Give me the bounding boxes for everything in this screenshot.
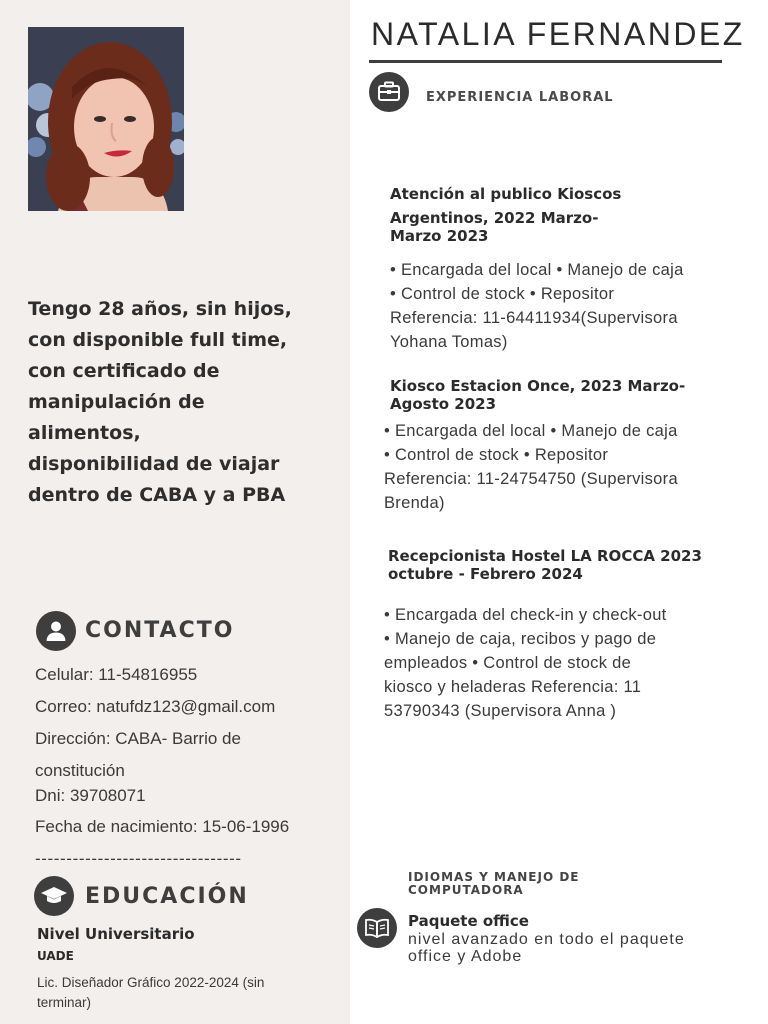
job-title: Agosto 2023 — [390, 395, 497, 413]
contact-address-cont: constitución — [35, 761, 125, 780]
page-title: NATALIA FERNANDEZ — [371, 16, 745, 52]
skill-description — [408, 931, 685, 965]
job-title: octubre - Febrero 2024 — [388, 565, 583, 583]
job-description-line: empleados • Control de stock de — [384, 654, 632, 672]
job-title: Argentinos, 2022 Marzo- — [390, 209, 599, 227]
briefcase-icon — [369, 72, 409, 112]
title-underline — [369, 60, 722, 63]
job-description — [384, 419, 678, 515]
skill-title: Paquete office — [408, 912, 529, 930]
job-description-line: kiosco y heladeras Referencia: 11 — [384, 678, 642, 696]
job-title: Atención al publico Kioscos — [390, 185, 622, 203]
job-description-line: Brenda) — [384, 494, 445, 512]
contact-email: Correo: natufdz123@gmail.com — [35, 697, 276, 716]
education-degree-line: Lic. Diseñador Gráfico 2022-2024 (sin — [37, 975, 265, 990]
education-level: Nivel Universitario — [37, 925, 195, 943]
job-description-line: 53790343 (Supervisora Anna ) — [384, 702, 617, 720]
education-institution: UADE — [37, 949, 74, 963]
job-description-line: • Encargada del local • Manejo de caja — [390, 261, 684, 279]
job-description — [384, 603, 667, 723]
job-description-line: • Control de stock • Repositor — [390, 285, 615, 303]
job-description — [390, 258, 684, 354]
contact-birthdate: Fecha de nacimiento: 15-06-1996 — [35, 817, 290, 836]
job-description-line: • Control de stock • Repositor — [384, 446, 609, 464]
user-icon — [36, 611, 76, 651]
contact-heading: CONTACTO — [85, 618, 235, 643]
skills-heading: IDIOMAS Y MANEJO DE — [408, 870, 580, 884]
experience-heading: EXPERIENCIA LABORAL — [426, 90, 614, 105]
skills-heading-cont: COMPUTADORA — [408, 883, 524, 897]
education-degree-line: terminar) — [37, 995, 92, 1010]
skill-description-line: office y Adobe — [408, 948, 523, 965]
contact-phone: Celular: 11-54816955 — [35, 665, 198, 684]
job-description-line: Yohana Tomas) — [390, 333, 508, 351]
education-heading: EDUCACIÓN — [85, 884, 249, 909]
education-degree — [37, 973, 337, 1013]
job-title: Marzo 2023 — [390, 227, 489, 245]
graduation-cap-icon — [34, 876, 74, 916]
profile-photo — [28, 27, 184, 211]
job-description-line: • Manejo de caja, recibos y pago de — [384, 630, 657, 648]
job-description-line: Referencia: 11-24754750 (Supervisora — [384, 470, 678, 488]
job-description-line: Referencia: 11-64411934(Supervisora — [390, 309, 678, 327]
contact-divider: --------------------------------- — [35, 849, 242, 868]
bio-text: Tengo 28 años, sin hijos, con disponible full time, con certificado de manipulación de alimentos, disponibilidad de viajar dentro de CABA y a PBA — [28, 298, 292, 506]
job-description-line: • Encargada del check-in y check-out — [384, 606, 667, 624]
book-icon — [357, 908, 397, 948]
contact-dni: Dni: 39708071 — [35, 786, 146, 805]
skill-description-line: nivel avanzado en todo el paquete — [408, 931, 685, 948]
job-description-line: • Encargada del local • Manejo de caja — [384, 422, 678, 440]
job-title: Recepcionista Hostel LA ROCCA 2023 — [388, 547, 702, 565]
job-title: Kiosco Estacion Once, 2023 Marzo- — [390, 377, 686, 395]
contact-address: Dirección: CABA- Barrio de — [35, 729, 241, 748]
